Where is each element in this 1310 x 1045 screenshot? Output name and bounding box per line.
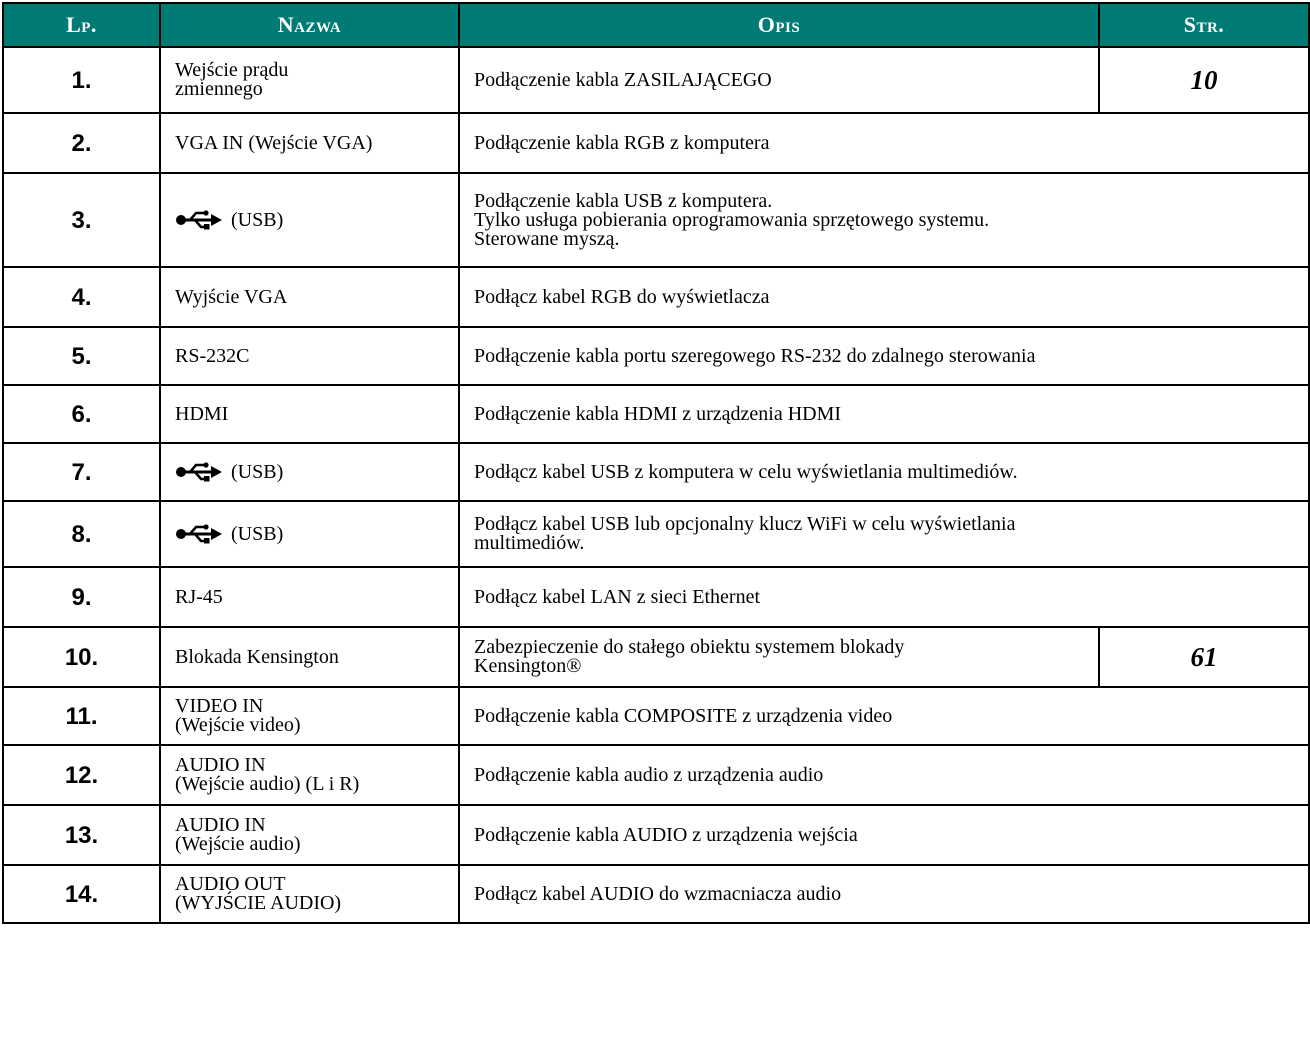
table-row bbox=[3, 627, 1309, 687]
row-number: 9. bbox=[3, 567, 160, 627]
description-line: Podłączenie kabla COMPOSITE z urządzenia video bbox=[474, 704, 893, 727]
row-number: 11. bbox=[3, 687, 160, 745]
connector-description bbox=[459, 865, 1309, 923]
connector-name bbox=[160, 385, 459, 443]
connector-name-line: AUDIO IN bbox=[175, 814, 266, 836]
usb-name-wrap bbox=[175, 524, 444, 544]
table-row bbox=[3, 267, 1309, 327]
header-name: Nazwa bbox=[160, 3, 459, 47]
connector-description bbox=[459, 805, 1309, 865]
page-reference: 61 bbox=[1099, 627, 1309, 687]
connector-name-line: (USB) bbox=[231, 460, 284, 483]
row-number: 1. bbox=[3, 47, 160, 113]
description-line: Podłącz kabel RGB do wyświetlacza bbox=[474, 285, 770, 308]
connector-name-line: VIDEO IN bbox=[175, 695, 264, 717]
connector-name bbox=[160, 113, 459, 173]
connector-name-line: (Wejście audio) (L i R) bbox=[175, 773, 360, 795]
page-reference: 10 bbox=[1099, 47, 1309, 113]
table-row bbox=[3, 805, 1309, 865]
connector-name-line: HDMI bbox=[175, 402, 229, 425]
connector-name-line: Wejście prądu bbox=[175, 59, 289, 81]
connector-name bbox=[160, 47, 459, 113]
connector-description bbox=[459, 501, 1309, 567]
connector-name-line: zmiennego bbox=[175, 78, 263, 100]
connector-description bbox=[459, 47, 1099, 113]
connector-name-line: RJ-45 bbox=[175, 585, 223, 608]
connector-description bbox=[459, 385, 1309, 443]
table-row bbox=[3, 47, 1309, 113]
usb-name-wrap bbox=[175, 210, 444, 230]
connector-description bbox=[459, 443, 1309, 501]
row-number: 8. bbox=[3, 501, 160, 567]
connector-name-line: VGA IN (Wejście VGA) bbox=[175, 131, 373, 154]
row-number: 2. bbox=[3, 113, 160, 173]
usb-icon bbox=[175, 524, 223, 544]
connector-description bbox=[459, 627, 1099, 687]
connector-name bbox=[160, 501, 459, 567]
usb-name-wrap bbox=[175, 462, 444, 482]
table-row bbox=[3, 745, 1309, 805]
usb-icon bbox=[175, 462, 223, 482]
table-row bbox=[3, 687, 1309, 745]
connector-name-line: AUDIO IN bbox=[175, 754, 266, 776]
description-line: multimediów. bbox=[474, 532, 585, 554]
connector-name-line: (WYJŚCIE AUDIO) bbox=[175, 892, 342, 914]
table-body bbox=[3, 47, 1309, 923]
row-number: 5. bbox=[3, 327, 160, 385]
row-number: 10. bbox=[3, 627, 160, 687]
connector-name bbox=[160, 745, 459, 805]
row-number: 12. bbox=[3, 745, 160, 805]
header-desc: Opis bbox=[459, 3, 1099, 47]
description-line: Podłączenie kabla USB z komputera. bbox=[474, 189, 773, 212]
header-page: Str. bbox=[1099, 3, 1309, 47]
table-row bbox=[3, 443, 1309, 501]
connector-description bbox=[459, 267, 1309, 327]
connector-name bbox=[160, 443, 459, 501]
connector-description bbox=[459, 327, 1309, 385]
connector-description bbox=[459, 567, 1309, 627]
description-line: Podłączenie kabla RGB z komputera bbox=[474, 131, 770, 154]
connector-description bbox=[459, 113, 1309, 173]
connector-name bbox=[160, 173, 459, 267]
connector-name bbox=[160, 567, 459, 627]
table-row bbox=[3, 327, 1309, 385]
description-line: Podłączenie kabla AUDIO z urządzenia wejścia bbox=[474, 823, 858, 846]
table-row bbox=[3, 865, 1309, 923]
row-number: 14. bbox=[3, 865, 160, 923]
connector-name bbox=[160, 627, 459, 687]
connector-name bbox=[160, 327, 459, 385]
description-line: Podłączenie kabla HDMI z urządzenia HDMI bbox=[474, 402, 842, 425]
connector-description bbox=[459, 173, 1309, 267]
description-line: Podłącz kabel LAN z sieci Ethernet bbox=[474, 585, 760, 608]
connector-name-line: (Wejście video) bbox=[175, 714, 301, 736]
connector-name bbox=[160, 865, 459, 923]
connector-name-line: (Wejście audio) bbox=[175, 833, 301, 855]
connector-name-line: AUDIO OUT bbox=[175, 873, 286, 895]
header-lp: Lp. bbox=[3, 3, 160, 47]
connectors-table bbox=[2, 2, 1310, 924]
description-line: Kensington® bbox=[474, 655, 582, 677]
connector-name-line: (USB) bbox=[231, 522, 284, 545]
row-number: 13. bbox=[3, 805, 160, 865]
description-line: Podłączenie kabla ZASILAJĄCEGO bbox=[474, 68, 772, 91]
description-line: Sterowane myszą. bbox=[474, 227, 620, 250]
description-line: Zabezpieczenie do stałego obiektu systemem blokady bbox=[474, 636, 905, 658]
row-number: 6. bbox=[3, 385, 160, 443]
description-line: Podłącz kabel USB lub opcjonalny klucz WiFi w celu wyświetlania bbox=[474, 513, 1016, 535]
connector-name bbox=[160, 805, 459, 865]
usb-icon bbox=[175, 210, 223, 230]
description-line: Podłączenie kabla audio z urządzenia audio bbox=[474, 763, 824, 786]
connector-name-line: (USB) bbox=[231, 208, 284, 231]
description-line: Tylko usługa pobierania oprogramowania sprzętowego systemu. bbox=[474, 208, 990, 231]
description-line: Podłącz kabel USB z komputera w celu wyświetlania multimediów. bbox=[474, 460, 1018, 483]
table-row bbox=[3, 501, 1309, 567]
connector-name-line: Wyjście VGA bbox=[175, 285, 288, 308]
connector-description bbox=[459, 745, 1309, 805]
connector-description bbox=[459, 687, 1309, 745]
connector-name bbox=[160, 687, 459, 745]
table-row bbox=[3, 113, 1309, 173]
connector-name bbox=[160, 267, 459, 327]
table-row bbox=[3, 385, 1309, 443]
table-header-row bbox=[3, 3, 1309, 47]
description-line: Podłączenie kabla portu szeregowego RS-232 do zdalnego sterowania bbox=[474, 344, 1036, 367]
row-number: 7. bbox=[3, 443, 160, 501]
row-number: 3. bbox=[3, 173, 160, 267]
description-line: Podłącz kabel AUDIO do wzmacniacza audio bbox=[474, 882, 842, 905]
connector-name-line: Blokada Kensington bbox=[175, 645, 339, 668]
table-row bbox=[3, 173, 1309, 267]
connector-name-line: RS-232C bbox=[175, 344, 250, 367]
table-row bbox=[3, 567, 1309, 627]
row-number: 4. bbox=[3, 267, 160, 327]
